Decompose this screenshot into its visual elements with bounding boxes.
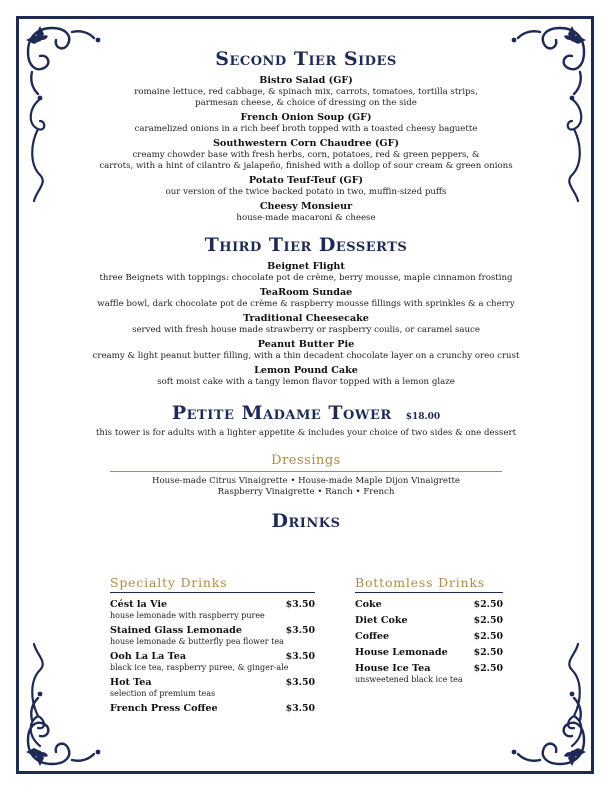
drink-item [110,599,315,621]
drink-price: $3.50 [285,703,315,714]
menu-item-name: Potato Teuf-Teuf (GF) [248,175,364,186]
menu-item-name: Lemon Pound Cake [254,365,358,376]
drink-price: $2.50 [473,615,503,626]
drink-item [110,703,315,715]
drink-name: Ooh La La Tea [110,651,187,662]
drink-price: $2.50 [473,599,503,610]
drink-name: Cést la Vie [110,599,168,610]
menu-item-name: Traditional Cheesecake [243,313,369,324]
menu-content [40,46,572,534]
drink-item [355,631,503,643]
menu-item-description [40,325,572,336]
drink-price: $3.50 [285,651,315,662]
drink-description: selection of premium teas [110,689,216,698]
menu-item-description-line: creamy chowder base with fresh herbs, corn, potatoes, red & green peppers, & [132,150,480,160]
drink-price: $2.50 [473,631,503,642]
menu-item-description [40,87,572,109]
drink-price: $3.50 [285,599,315,610]
menu-item-description-line: house-made macaroni & cheese [236,213,376,223]
menu-item-description-line: served with fresh house made strawberry or raspberry coulis, or caramel sauce [132,325,480,335]
third-tier-list [40,260,572,388]
menu-item-description-line: soft moist cake with a tangy lemon flavor topped with a lemon glaze [157,377,455,387]
third-tier-title: Third Tier Desserts [204,234,408,256]
drink-price: $2.50 [473,663,503,674]
specialty-drinks-rule [110,592,315,593]
bottomless-drinks-list [355,599,503,685]
menu-item-name: TeaRoom Sundae [259,287,353,298]
dressings-rule [110,471,502,472]
drink-description: house lemonade with raspberry puree [110,611,265,620]
drink-item [355,599,503,611]
menu-item-description [40,351,572,362]
bottomless-drinks-title: Bottomless Drinks [355,575,485,590]
tower-heading [40,400,572,426]
drink-name: House Ice Tea [355,663,431,674]
menu-item-description [40,377,572,388]
drink-name: Stained Glass Lemonade [110,625,242,636]
dressings-line-1: House-made Citrus Vinaigrette • House-made Maple Dijon Vinaigrette [151,476,460,486]
second-tier-list [40,74,572,224]
drink-price: $3.50 [285,625,315,636]
menu-item-description-line: caramelized onions in a rich beef broth topped with a toasted cheesy baguette [134,124,478,134]
specialty-drinks-list [110,599,315,715]
swirl-scroll-icon [562,640,586,750]
menu-item-description [40,299,572,310]
bottomless-drinks-rule [355,592,503,593]
menu-item-description [40,150,572,172]
menu-item-description-line: our version of the twice backed potato in two, muffin-sized puffs [165,187,447,197]
menu-item-description-line: romaine lettuce, red cabbage, & spinach mix, carrots, tomatoes, tortilla strips, [134,87,478,97]
specialty-drinks-column [110,575,315,719]
drink-name: Hot Tea [110,677,152,688]
drink-item [110,625,315,647]
menu-item-name: Beignet Flight [267,261,345,272]
drink-price: $2.50 [473,647,503,658]
dressings-line-2: Raspberry Vinaigrette • Ranch • French [217,487,395,497]
menu-item-description-line: parmesan cheese, & choice of dressing on the side [195,98,417,108]
menu-item-description-line: creamy & light peanut butter filling, with a thin decadent chocolate layer on a crunchy oreo crust [92,351,520,361]
drink-item [110,677,315,699]
menu-item-name: Bistro Salad (GF) [259,75,353,86]
drink-name: Coffee [355,631,390,642]
specialty-drinks-title: Specialty Drinks [110,575,228,590]
drink-name: House Lemonade [355,647,448,658]
drink-name: Coke [355,599,382,610]
menu-item-description [40,213,572,224]
tower-description: this tower is for adults with a lighter appetite & includes your choice of two sides & one dessert [95,428,517,438]
drink-item [355,647,503,659]
bottomless-drinks-column [355,575,503,689]
drink-description: unsweetened black ice tea [355,675,463,684]
menu-item-name: French Onion Soup (GF) [240,112,372,123]
drink-item [110,651,315,673]
drink-price: $3.50 [285,677,315,688]
menu-item-description [40,187,572,198]
drink-name: Diet Coke [355,615,408,626]
swirl-scroll-icon [26,640,50,750]
tower-title: Petite Madame Tower [171,402,392,424]
drink-description: black ice tea, raspberry puree, & ginger-ale [110,663,289,672]
drinks-title: Drinks [271,510,341,532]
menu-item-description [40,124,572,135]
drink-description: house lemonade & butterfly pea flower tea [110,637,284,646]
drink-item [355,615,503,627]
menu-item-description-line: three Beignets with toppings: chocolate pot de crème, berry mousse, maple cinnamon frosting [99,273,513,283]
second-tier-title: Second Tier Sides [215,48,397,70]
drink-name: French Press Coffee [110,703,218,714]
drink-item [355,663,503,685]
tower-price: $18.00 [405,412,441,422]
menu-item-name: Southwestern Corn Chaudree (GF) [213,138,399,149]
dressings-title: Dressings [271,453,341,468]
menu-item-description [40,273,572,284]
menu-item-name: Peanut Butter Pie [257,339,355,350]
menu-item-name: Cheesy Monsieur [259,201,353,212]
menu-item-description-line: waffle bowl, dark chocolate pot de crème & raspberry mousse fillings with sprinkles & a cherry [97,299,515,309]
menu-item-description-line: carrots, with a hint of cilantro & jalapeño, finished with a dollop of sour cream & green onions [99,161,513,171]
